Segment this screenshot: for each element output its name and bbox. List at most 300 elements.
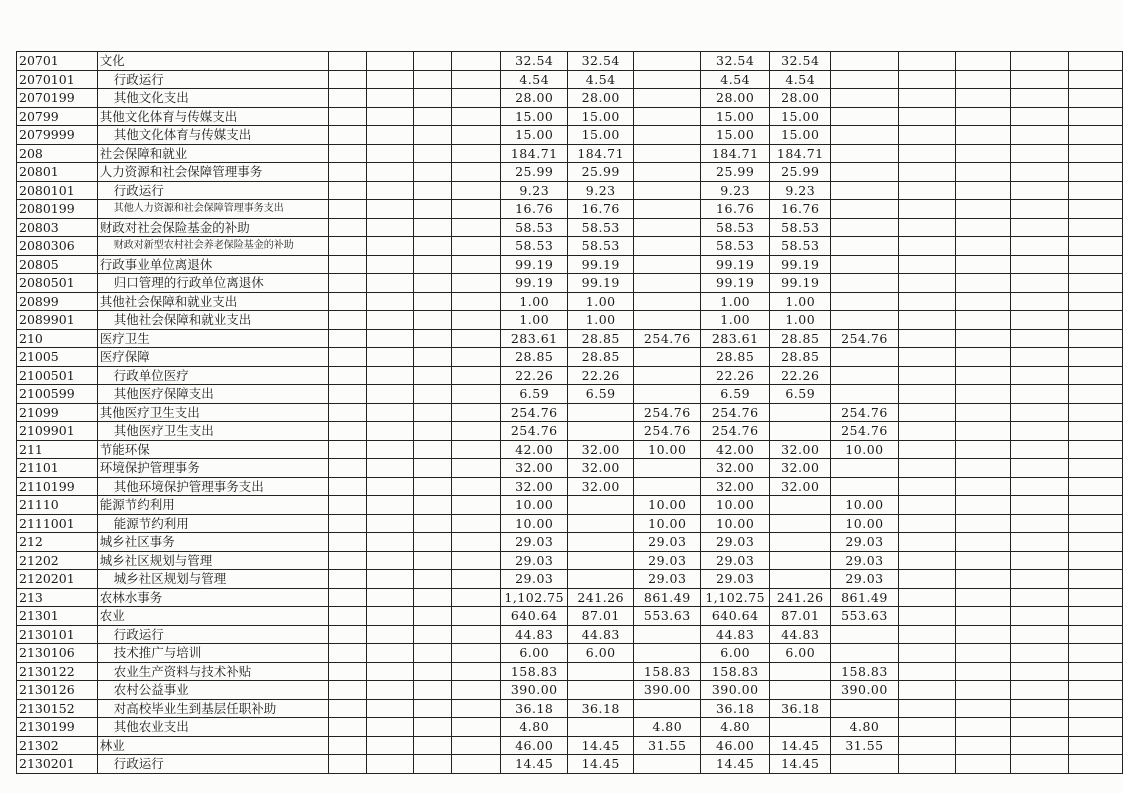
subject-name: 林业 — [97, 736, 328, 755]
empty-cell — [1011, 440, 1069, 459]
amount-cell — [831, 181, 898, 200]
empty-cell — [898, 385, 956, 404]
subject-name: 其他医疗卫生支出 — [97, 403, 328, 422]
amount-cell: 99.19 — [568, 274, 634, 293]
amount-cell: 1,102.75 — [501, 588, 568, 607]
subject-name: 农林水事务 — [97, 588, 328, 607]
empty-cell — [898, 126, 956, 145]
empty-cell — [1068, 533, 1122, 552]
empty-cell — [414, 329, 452, 348]
budget-table — [16, 51, 1123, 774]
empty-cell — [414, 662, 452, 681]
empty-cell — [898, 366, 956, 385]
amount-cell: 158.83 — [831, 662, 898, 681]
empty-cell — [956, 329, 1011, 348]
empty-cell — [898, 533, 956, 552]
amount-cell: 29.03 — [501, 551, 568, 570]
empty-cell — [1068, 70, 1122, 89]
empty-cell — [366, 588, 413, 607]
empty-cell — [366, 662, 413, 681]
empty-cell — [328, 662, 366, 681]
table-row — [17, 218, 1123, 237]
empty-cell — [956, 440, 1011, 459]
amount-cell — [831, 200, 898, 219]
amount-cell: 32.54 — [501, 52, 568, 71]
table-row — [17, 89, 1123, 108]
empty-cell — [414, 237, 452, 256]
empty-cell — [328, 459, 366, 478]
empty-cell — [898, 70, 956, 89]
empty-cell — [1068, 644, 1122, 663]
amount-cell: 46.00 — [701, 736, 770, 755]
empty-cell — [1068, 477, 1122, 496]
table-row — [17, 107, 1123, 126]
empty-cell — [366, 736, 413, 755]
empty-cell — [1068, 718, 1122, 737]
empty-cell — [452, 718, 501, 737]
empty-cell — [414, 274, 452, 293]
amount-cell — [831, 144, 898, 163]
amount-cell: 158.83 — [701, 662, 770, 681]
empty-cell — [898, 144, 956, 163]
empty-cell — [1011, 551, 1069, 570]
empty-cell — [956, 70, 1011, 89]
amount-cell: 29.03 — [701, 533, 770, 552]
empty-cell — [898, 218, 956, 237]
amount-cell — [634, 755, 701, 774]
empty-cell — [414, 718, 452, 737]
table-row — [17, 200, 1123, 219]
amount-cell: 241.26 — [770, 588, 831, 607]
amount-cell: 29.03 — [501, 533, 568, 552]
empty-cell — [366, 385, 413, 404]
amount-cell: 29.03 — [634, 533, 701, 552]
empty-cell — [414, 126, 452, 145]
amount-cell — [831, 126, 898, 145]
subject-name: 社会保障和就业 — [97, 144, 328, 163]
subject-code: 20799 — [17, 107, 98, 126]
empty-cell — [452, 144, 501, 163]
empty-cell — [956, 403, 1011, 422]
amount-cell — [634, 366, 701, 385]
table-row — [17, 403, 1123, 422]
empty-cell — [366, 144, 413, 163]
amount-cell: 22.26 — [501, 366, 568, 385]
empty-cell — [452, 52, 501, 71]
amount-cell: 4.54 — [568, 70, 634, 89]
amount-cell: 1.00 — [701, 292, 770, 311]
empty-cell — [328, 533, 366, 552]
empty-cell — [452, 126, 501, 145]
amount-cell: 6.59 — [701, 385, 770, 404]
subject-name: 行政单位医疗 — [97, 366, 328, 385]
amount-cell: 28.85 — [501, 348, 568, 367]
empty-cell — [956, 385, 1011, 404]
amount-cell — [634, 126, 701, 145]
amount-cell — [634, 181, 701, 200]
empty-cell — [956, 237, 1011, 256]
subject-name: 城乡社区事务 — [97, 533, 328, 552]
empty-cell — [452, 533, 501, 552]
empty-cell — [366, 255, 413, 274]
amount-cell — [831, 70, 898, 89]
empty-cell — [1068, 144, 1122, 163]
amount-cell: 390.00 — [831, 681, 898, 700]
subject-code: 2080199 — [17, 200, 98, 219]
empty-cell — [452, 422, 501, 441]
table-row — [17, 422, 1123, 441]
amount-cell: 36.18 — [701, 699, 770, 718]
amount-cell — [634, 70, 701, 89]
subject-code: 21099 — [17, 403, 98, 422]
amount-cell — [770, 533, 831, 552]
amount-cell — [831, 625, 898, 644]
amount-cell: 42.00 — [701, 440, 770, 459]
subject-name: 城乡社区规划与管理 — [97, 551, 328, 570]
amount-cell — [568, 533, 634, 552]
empty-cell — [366, 496, 413, 515]
subject-name: 其他农业支出 — [97, 718, 328, 737]
empty-cell — [898, 625, 956, 644]
table-row — [17, 144, 1123, 163]
amount-cell: 15.00 — [501, 126, 568, 145]
empty-cell — [414, 200, 452, 219]
amount-cell — [831, 52, 898, 71]
empty-cell — [1068, 107, 1122, 126]
empty-cell — [1011, 533, 1069, 552]
empty-cell — [1011, 181, 1069, 200]
empty-cell — [328, 422, 366, 441]
amount-cell: 14.45 — [568, 755, 634, 774]
amount-cell: 36.18 — [501, 699, 568, 718]
empty-cell — [366, 440, 413, 459]
empty-cell — [366, 292, 413, 311]
subject-code: 20805 — [17, 255, 98, 274]
table-row — [17, 163, 1123, 182]
empty-cell — [956, 107, 1011, 126]
subject-code: 2110199 — [17, 477, 98, 496]
empty-cell — [328, 570, 366, 589]
empty-cell — [414, 551, 452, 570]
empty-cell — [1068, 588, 1122, 607]
amount-cell — [831, 755, 898, 774]
empty-cell — [1068, 200, 1122, 219]
empty-cell — [366, 625, 413, 644]
amount-cell: 14.45 — [770, 736, 831, 755]
amount-cell — [568, 422, 634, 441]
subject-code: 2130122 — [17, 662, 98, 681]
empty-cell — [956, 459, 1011, 478]
empty-cell — [328, 181, 366, 200]
amount-cell — [634, 477, 701, 496]
empty-cell — [1011, 107, 1069, 126]
amount-cell: 861.49 — [634, 588, 701, 607]
subject-code: 21301 — [17, 607, 98, 626]
amount-cell: 28.00 — [770, 89, 831, 108]
empty-cell — [898, 163, 956, 182]
amount-cell: 254.76 — [701, 422, 770, 441]
amount-cell — [831, 292, 898, 311]
amount-cell — [831, 218, 898, 237]
empty-cell — [956, 311, 1011, 330]
subject-name: 其他环境保护管理事务支出 — [97, 477, 328, 496]
amount-cell — [831, 274, 898, 293]
amount-cell: 10.00 — [634, 496, 701, 515]
empty-cell — [414, 89, 452, 108]
empty-cell — [366, 329, 413, 348]
amount-cell: 283.61 — [501, 329, 568, 348]
empty-cell — [956, 607, 1011, 626]
table-row — [17, 348, 1123, 367]
table-row — [17, 237, 1123, 256]
amount-cell — [568, 514, 634, 533]
amount-cell: 32.54 — [770, 52, 831, 71]
amount-cell — [568, 681, 634, 700]
empty-cell — [452, 348, 501, 367]
amount-cell: 640.64 — [501, 607, 568, 626]
amount-cell: 10.00 — [501, 496, 568, 515]
empty-cell — [328, 292, 366, 311]
amount-cell: 32.00 — [568, 440, 634, 459]
amount-cell: 22.26 — [701, 366, 770, 385]
empty-cell — [1068, 52, 1122, 71]
empty-cell — [328, 736, 366, 755]
empty-cell — [1068, 662, 1122, 681]
amount-cell: 15.00 — [701, 126, 770, 145]
empty-cell — [1068, 237, 1122, 256]
empty-cell — [898, 718, 956, 737]
table-row — [17, 551, 1123, 570]
amount-cell: 184.71 — [501, 144, 568, 163]
subject-code: 20701 — [17, 52, 98, 71]
empty-cell — [1068, 440, 1122, 459]
amount-cell: 28.00 — [568, 89, 634, 108]
amount-cell: 28.00 — [501, 89, 568, 108]
amount-cell: 36.18 — [770, 699, 831, 718]
subject-name: 能源节约利用 — [97, 496, 328, 515]
empty-cell — [328, 755, 366, 774]
amount-cell: 16.76 — [568, 200, 634, 219]
subject-name: 其他文化体育与传媒支出 — [97, 126, 328, 145]
subject-name: 环境保护管理事务 — [97, 459, 328, 478]
subject-name: 城乡社区规划与管理 — [97, 570, 328, 589]
empty-cell — [1011, 718, 1069, 737]
empty-cell — [1011, 459, 1069, 478]
empty-cell — [956, 570, 1011, 589]
amount-cell — [568, 403, 634, 422]
table-row — [17, 255, 1123, 274]
subject-code: 2070199 — [17, 89, 98, 108]
amount-cell: 1,102.75 — [701, 588, 770, 607]
subject-code: 20899 — [17, 292, 98, 311]
amount-cell: 16.76 — [501, 200, 568, 219]
subject-name: 财政对社会保险基金的补助 — [97, 218, 328, 237]
empty-cell — [414, 588, 452, 607]
amount-cell: 32.00 — [770, 440, 831, 459]
amount-cell — [634, 237, 701, 256]
empty-cell — [328, 89, 366, 108]
subject-name: 农村公益事业 — [97, 681, 328, 700]
empty-cell — [366, 459, 413, 478]
empty-cell — [452, 255, 501, 274]
amount-cell — [634, 625, 701, 644]
subject-name: 对高校毕业生到基层任职补助 — [97, 699, 328, 718]
empty-cell — [1068, 255, 1122, 274]
empty-cell — [898, 200, 956, 219]
amount-cell: 6.59 — [501, 385, 568, 404]
empty-cell — [898, 662, 956, 681]
empty-cell — [898, 644, 956, 663]
empty-cell — [1068, 403, 1122, 422]
empty-cell — [366, 218, 413, 237]
subject-code: 211 — [17, 440, 98, 459]
empty-cell — [328, 607, 366, 626]
amount-cell: 254.76 — [831, 329, 898, 348]
empty-cell — [366, 755, 413, 774]
amount-cell: 29.03 — [831, 533, 898, 552]
empty-cell — [1068, 218, 1122, 237]
empty-cell — [1068, 459, 1122, 478]
empty-cell — [414, 52, 452, 71]
amount-cell — [634, 644, 701, 663]
table-row — [17, 533, 1123, 552]
empty-cell — [328, 718, 366, 737]
empty-cell — [898, 607, 956, 626]
empty-cell — [898, 237, 956, 256]
table-row — [17, 311, 1123, 330]
amount-cell: 254.76 — [634, 329, 701, 348]
amount-cell: 254.76 — [701, 403, 770, 422]
empty-cell — [898, 496, 956, 515]
amount-cell: 32.00 — [501, 459, 568, 478]
subject-code: 2080306 — [17, 237, 98, 256]
amount-cell: 15.00 — [770, 107, 831, 126]
amount-cell: 390.00 — [634, 681, 701, 700]
empty-cell — [328, 70, 366, 89]
table-row — [17, 126, 1123, 145]
amount-cell: 9.23 — [770, 181, 831, 200]
subject-name: 技术推广与培训 — [97, 644, 328, 663]
amount-cell: 32.00 — [770, 459, 831, 478]
subject-name: 行政事业单位离退休 — [97, 255, 328, 274]
empty-cell — [898, 736, 956, 755]
amount-cell: 4.80 — [501, 718, 568, 737]
subject-code: 21202 — [17, 551, 98, 570]
table-row — [17, 662, 1123, 681]
empty-cell — [1011, 163, 1069, 182]
empty-cell — [1068, 181, 1122, 200]
amount-cell: 1.00 — [568, 292, 634, 311]
empty-cell — [452, 514, 501, 533]
amount-cell: 6.00 — [770, 644, 831, 663]
empty-cell — [414, 255, 452, 274]
table-row — [17, 274, 1123, 293]
amount-cell: 14.45 — [501, 755, 568, 774]
empty-cell — [328, 237, 366, 256]
amount-cell: 29.03 — [831, 551, 898, 570]
empty-cell — [1068, 163, 1122, 182]
subject-name: 农业生产资料与技术补贴 — [97, 662, 328, 681]
table-row — [17, 292, 1123, 311]
empty-cell — [956, 699, 1011, 718]
empty-cell — [328, 52, 366, 71]
empty-cell — [898, 514, 956, 533]
amount-cell: 4.54 — [770, 70, 831, 89]
empty-cell — [898, 329, 956, 348]
empty-cell — [1068, 496, 1122, 515]
empty-cell — [1011, 200, 1069, 219]
amount-cell: 22.26 — [568, 366, 634, 385]
table-row — [17, 459, 1123, 478]
empty-cell — [898, 292, 956, 311]
empty-cell — [452, 699, 501, 718]
subject-name: 医疗卫生 — [97, 329, 328, 348]
amount-cell: 553.63 — [634, 607, 701, 626]
empty-cell — [1068, 607, 1122, 626]
empty-cell — [1011, 255, 1069, 274]
empty-cell — [452, 237, 501, 256]
amount-cell: 29.03 — [634, 570, 701, 589]
empty-cell — [452, 181, 501, 200]
amount-cell — [831, 348, 898, 367]
empty-cell — [956, 366, 1011, 385]
amount-cell: 29.03 — [501, 570, 568, 589]
subject-name: 医疗保障 — [97, 348, 328, 367]
empty-cell — [1068, 699, 1122, 718]
table-row — [17, 736, 1123, 755]
amount-cell: 16.76 — [770, 200, 831, 219]
empty-cell — [956, 292, 1011, 311]
amount-cell — [568, 570, 634, 589]
amount-cell: 25.99 — [568, 163, 634, 182]
amount-cell — [831, 237, 898, 256]
amount-cell — [568, 496, 634, 515]
amount-cell: 99.19 — [501, 255, 568, 274]
table-row — [17, 681, 1123, 700]
empty-cell — [1011, 699, 1069, 718]
empty-cell — [366, 311, 413, 330]
subject-name: 农业 — [97, 607, 328, 626]
empty-cell — [898, 89, 956, 108]
amount-cell — [634, 255, 701, 274]
subject-name: 能源节约利用 — [97, 514, 328, 533]
empty-cell — [898, 181, 956, 200]
subject-name: 文化 — [97, 52, 328, 71]
amount-cell: 42.00 — [501, 440, 568, 459]
empty-cell — [452, 755, 501, 774]
amount-cell: 1.00 — [501, 311, 568, 330]
amount-cell: 99.19 — [501, 274, 568, 293]
empty-cell — [328, 107, 366, 126]
amount-cell: 15.00 — [701, 107, 770, 126]
empty-cell — [956, 163, 1011, 182]
subject-code: 21302 — [17, 736, 98, 755]
amount-cell — [831, 255, 898, 274]
empty-cell — [366, 181, 413, 200]
table-row — [17, 385, 1123, 404]
amount-cell: 283.61 — [701, 329, 770, 348]
empty-cell — [1068, 514, 1122, 533]
amount-cell: 9.23 — [568, 181, 634, 200]
amount-cell: 99.19 — [770, 255, 831, 274]
empty-cell — [898, 255, 956, 274]
empty-cell — [366, 200, 413, 219]
amount-cell: 31.55 — [831, 736, 898, 755]
empty-cell — [414, 755, 452, 774]
amount-cell: 29.03 — [701, 570, 770, 589]
empty-cell — [1011, 292, 1069, 311]
amount-cell: 29.03 — [634, 551, 701, 570]
